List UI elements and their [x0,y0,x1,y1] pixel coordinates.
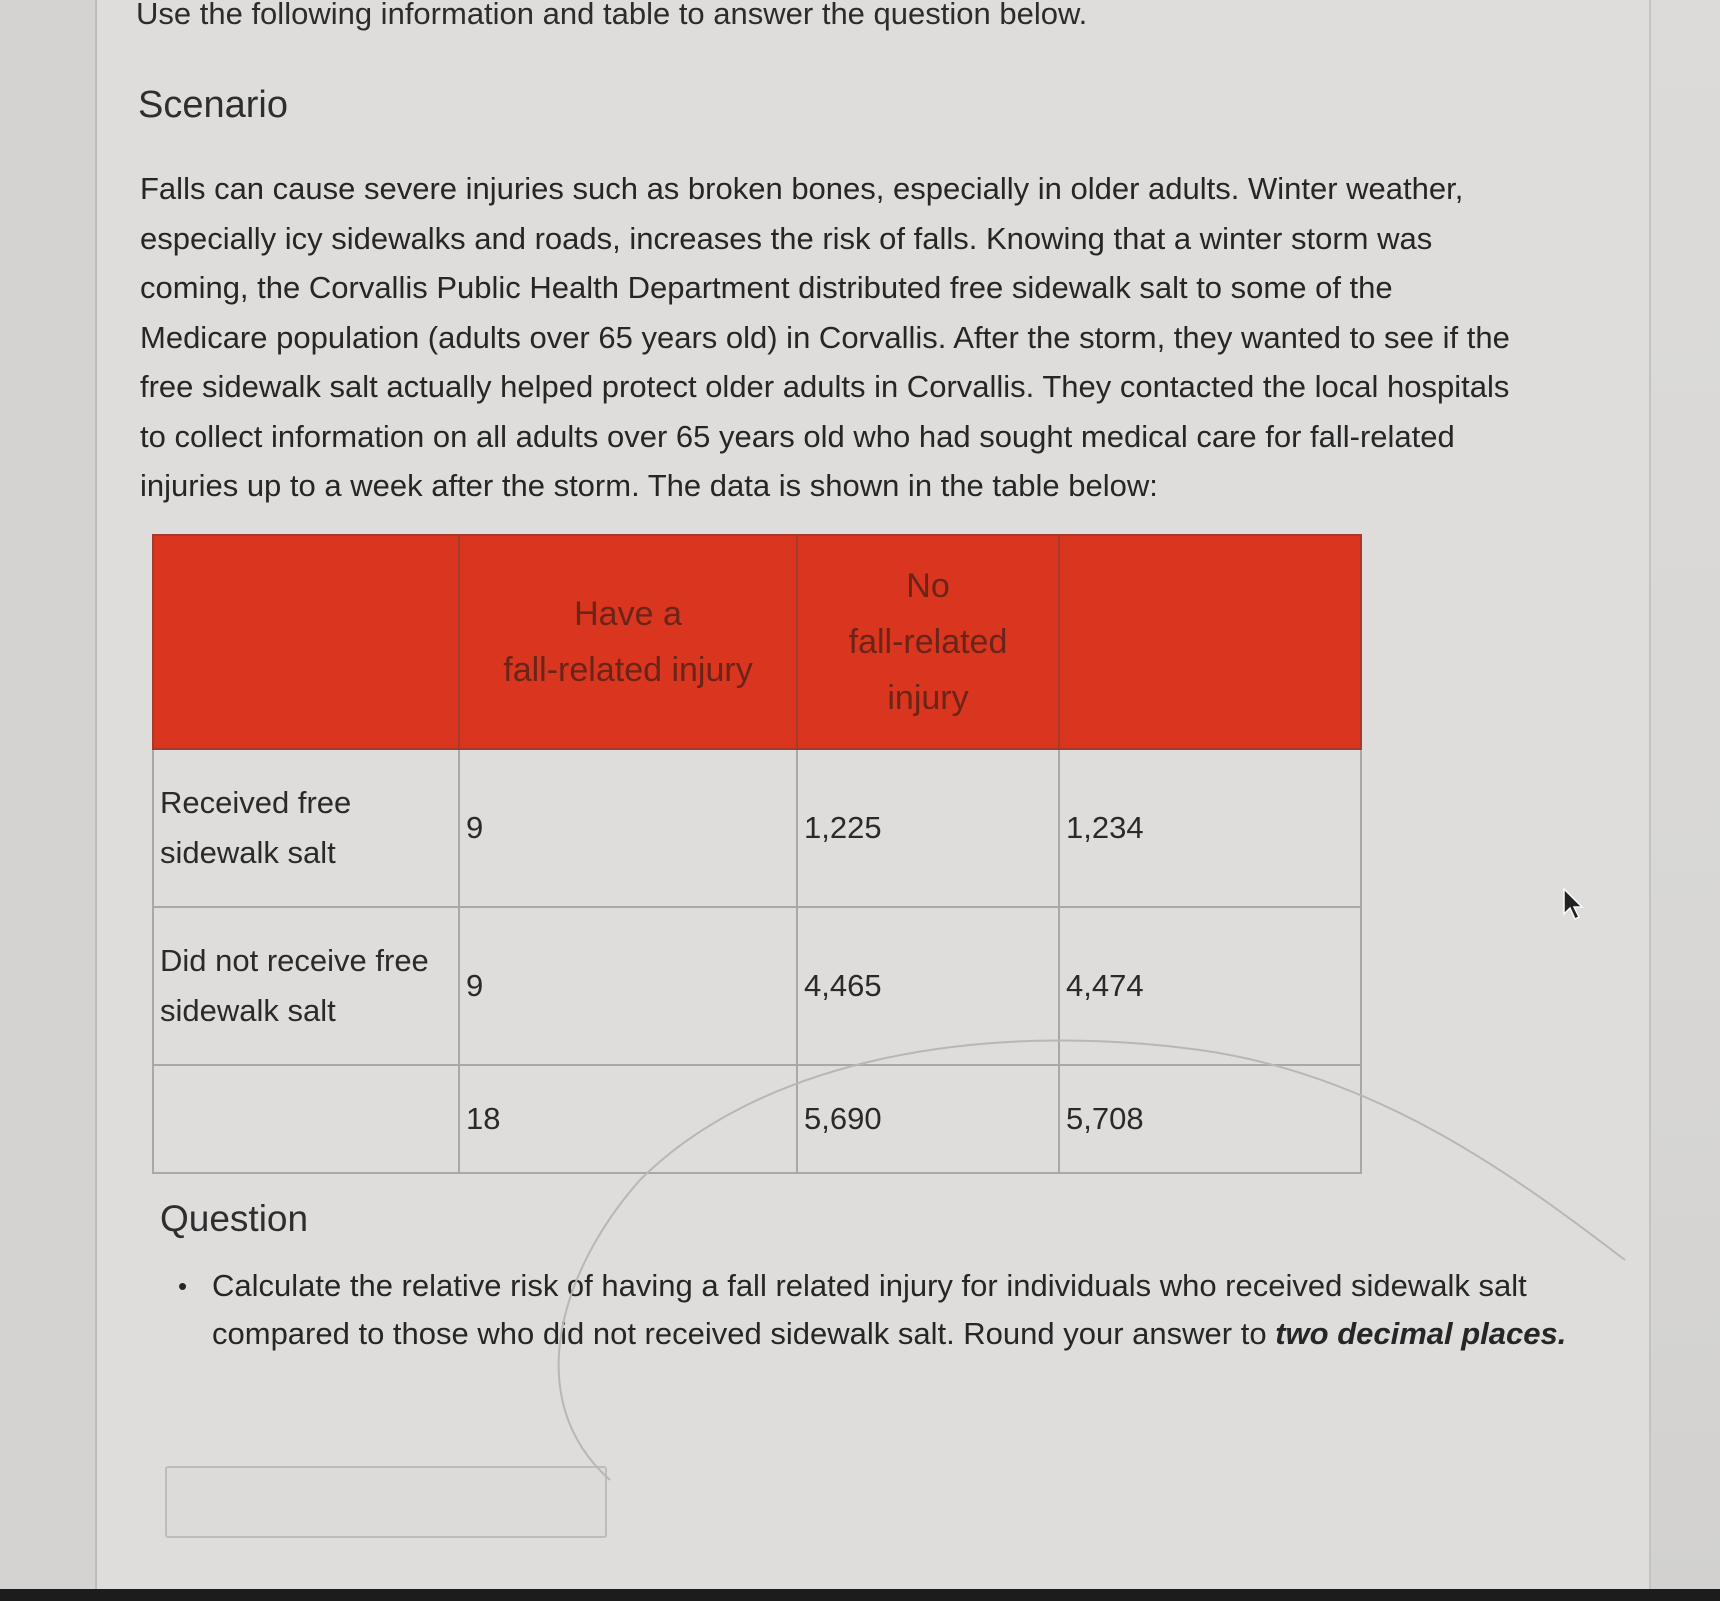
question-text: Calculate the relative risk of having a fall related injury for individuals who received sidewalk salt compared to those who did not received sidewalk salt. Round your answer to [212,1268,1527,1351]
scenario-line: coming, the Corvallis Public Health Department distributed free sidewalk salt to some of the [140,270,1393,305]
cell-received-total: 1,234 [1059,749,1361,907]
bullet-icon: • [178,1271,188,1301]
table-row [153,749,1361,907]
scenario-heading: Scenario [138,84,288,126]
question-emphasis: two decimal places. [1275,1316,1567,1351]
question-heading: Question [160,1198,309,1239]
table-header-row [153,535,1361,749]
bottom-bezel [0,1589,1720,1601]
answer-input[interactable] [165,1466,607,1538]
question-item [176,1262,1576,1358]
scenario-line: to collect information on all adults over 65 years old who had sought medical care for fall-related [140,418,1455,454]
scenario-line: Falls can cause severe injuries such as broken bones, especially in older adults. Winter weather, [140,171,1464,206]
scenario-line: Medicare population (adults over 65 years old) in Corvallis. After the storm, they wanted to see if the [140,319,1510,355]
intro-instruction: Use the following information and table to answer the question below. [136,0,1088,31]
header-injury: Have a fall-related injury [459,535,797,749]
question-list [176,1262,1576,1358]
scenario-line: especially icy sidewalks and roads, increases the risk of falls. Knowing that a winter storm was [140,220,1433,256]
scenario-line: free sidewalk salt actually helped protect older adults in Corvallis. They contacted the local hospitals [140,369,1510,404]
total-row-label [153,1065,459,1173]
cell-received-no-injury: 1,225 [797,749,1059,907]
header-no-injury: No fall-related injury [797,535,1059,749]
cell-grand-total: 5,708 [1059,1065,1361,1173]
cell-no-salt-injury: 9 [459,907,797,1065]
table-total-row [153,1065,1361,1173]
scenario-line: injuries up to a week after the storm. The data is shown in the table below: [140,468,1158,503]
header-total [1059,535,1361,749]
left-margin [0,0,97,1601]
cell-received-injury: 9 [459,749,797,907]
cell-total-injury: 18 [459,1065,797,1173]
contingency-table [152,534,1362,1174]
header-corner-cell [153,535,459,749]
mouse-pointer-icon [1562,888,1584,922]
scenario-paragraph [140,164,1580,511]
row-label-received-salt: Received free sidewalk salt [153,749,459,907]
cell-no-salt-no-injury: 4,465 [797,907,1059,1065]
cell-no-salt-total: 4,474 [1059,907,1361,1065]
table-row [153,907,1361,1065]
cell-total-no-injury: 5,690 [797,1065,1059,1173]
row-label-no-salt: Did not receive free sidewalk salt [153,907,459,1065]
